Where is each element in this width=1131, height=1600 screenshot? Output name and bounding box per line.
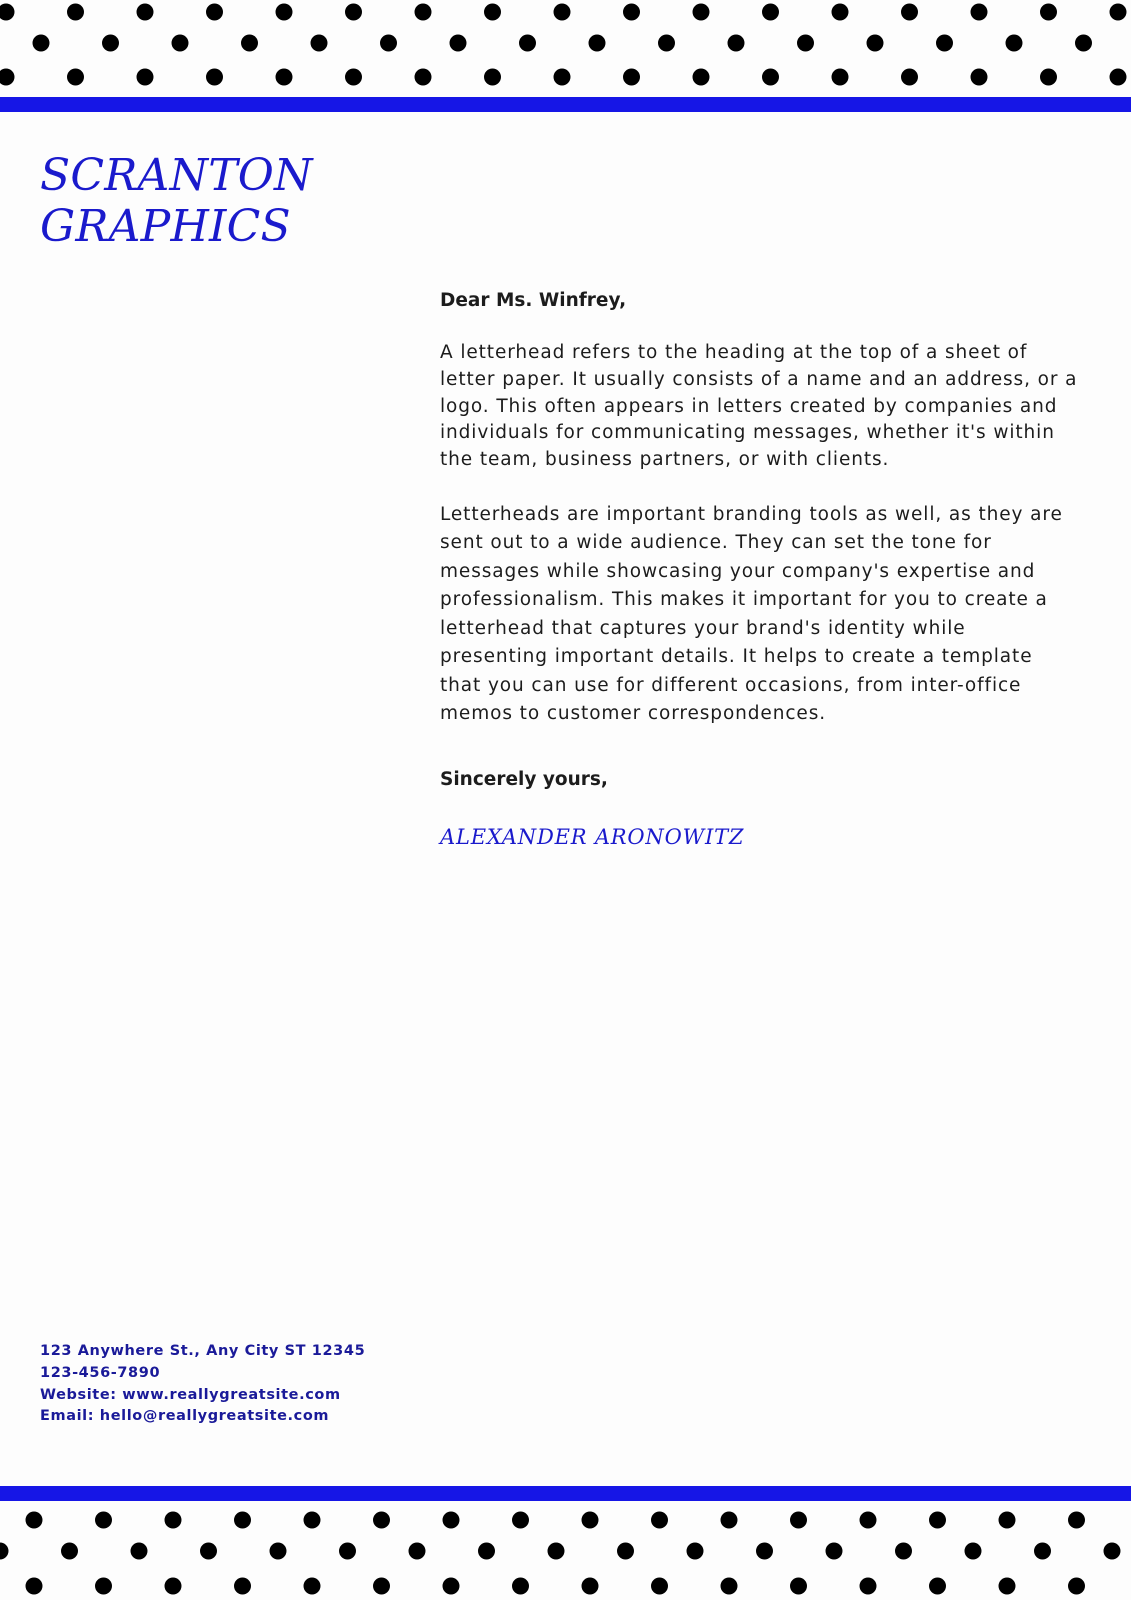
- contact-address: 123 Anywhere St., Any City ST 12345: [40, 1343, 366, 1359]
- closing: Sincerely yours,: [440, 768, 608, 790]
- signer-name: ALEXANDER ARONOWITZ: [440, 824, 745, 849]
- salutation: Dear Ms. Winfrey,: [440, 290, 627, 311]
- contact-block: [40, 1341, 365, 1428]
- company-name: [40, 150, 313, 252]
- letter-body: [440, 288, 1080, 851]
- paragraph-2: Letterheads are important branding tools as well, as they are sent out to a wide audience. They can set the tone for messages while showcasing your company's expertise and professionalism. This makes it important for you to create a letterhead that captures your brand's identity while presenting important details. It helps to create a template that you can use for different occasions, from inter-office memos to customer correspondences.: [440, 503, 1063, 725]
- accent-bar-bottom: [0, 1486, 1131, 1501]
- dot-pattern-top-graphic: [0, 0, 1131, 96]
- company-name-line-1: SCRANTON: [40, 150, 313, 201]
- paragraph-1: A letterhead refers to the heading at the top of a sheet of letter paper. It usually consists of a name and an address, or a logo. This often appears in letters created by companies and individuals for communicating messages, whether it's within the team, business partners, or with clients.: [440, 342, 1078, 471]
- contact-website: Website: www.reallygreatsite.com: [40, 1386, 341, 1403]
- contact-phone: 123-456-7890: [40, 1364, 161, 1381]
- dot-pattern-bottom: [0, 1500, 1131, 1600]
- contact-email: Email: hello@reallygreatsite.com: [40, 1408, 330, 1425]
- accent-bar-top: [0, 97, 1131, 112]
- dot-pattern-bottom-graphic: [0, 1500, 1131, 1600]
- dot-pattern-top: [0, 0, 1131, 96]
- company-name-line-2: GRAPHICS: [40, 201, 291, 252]
